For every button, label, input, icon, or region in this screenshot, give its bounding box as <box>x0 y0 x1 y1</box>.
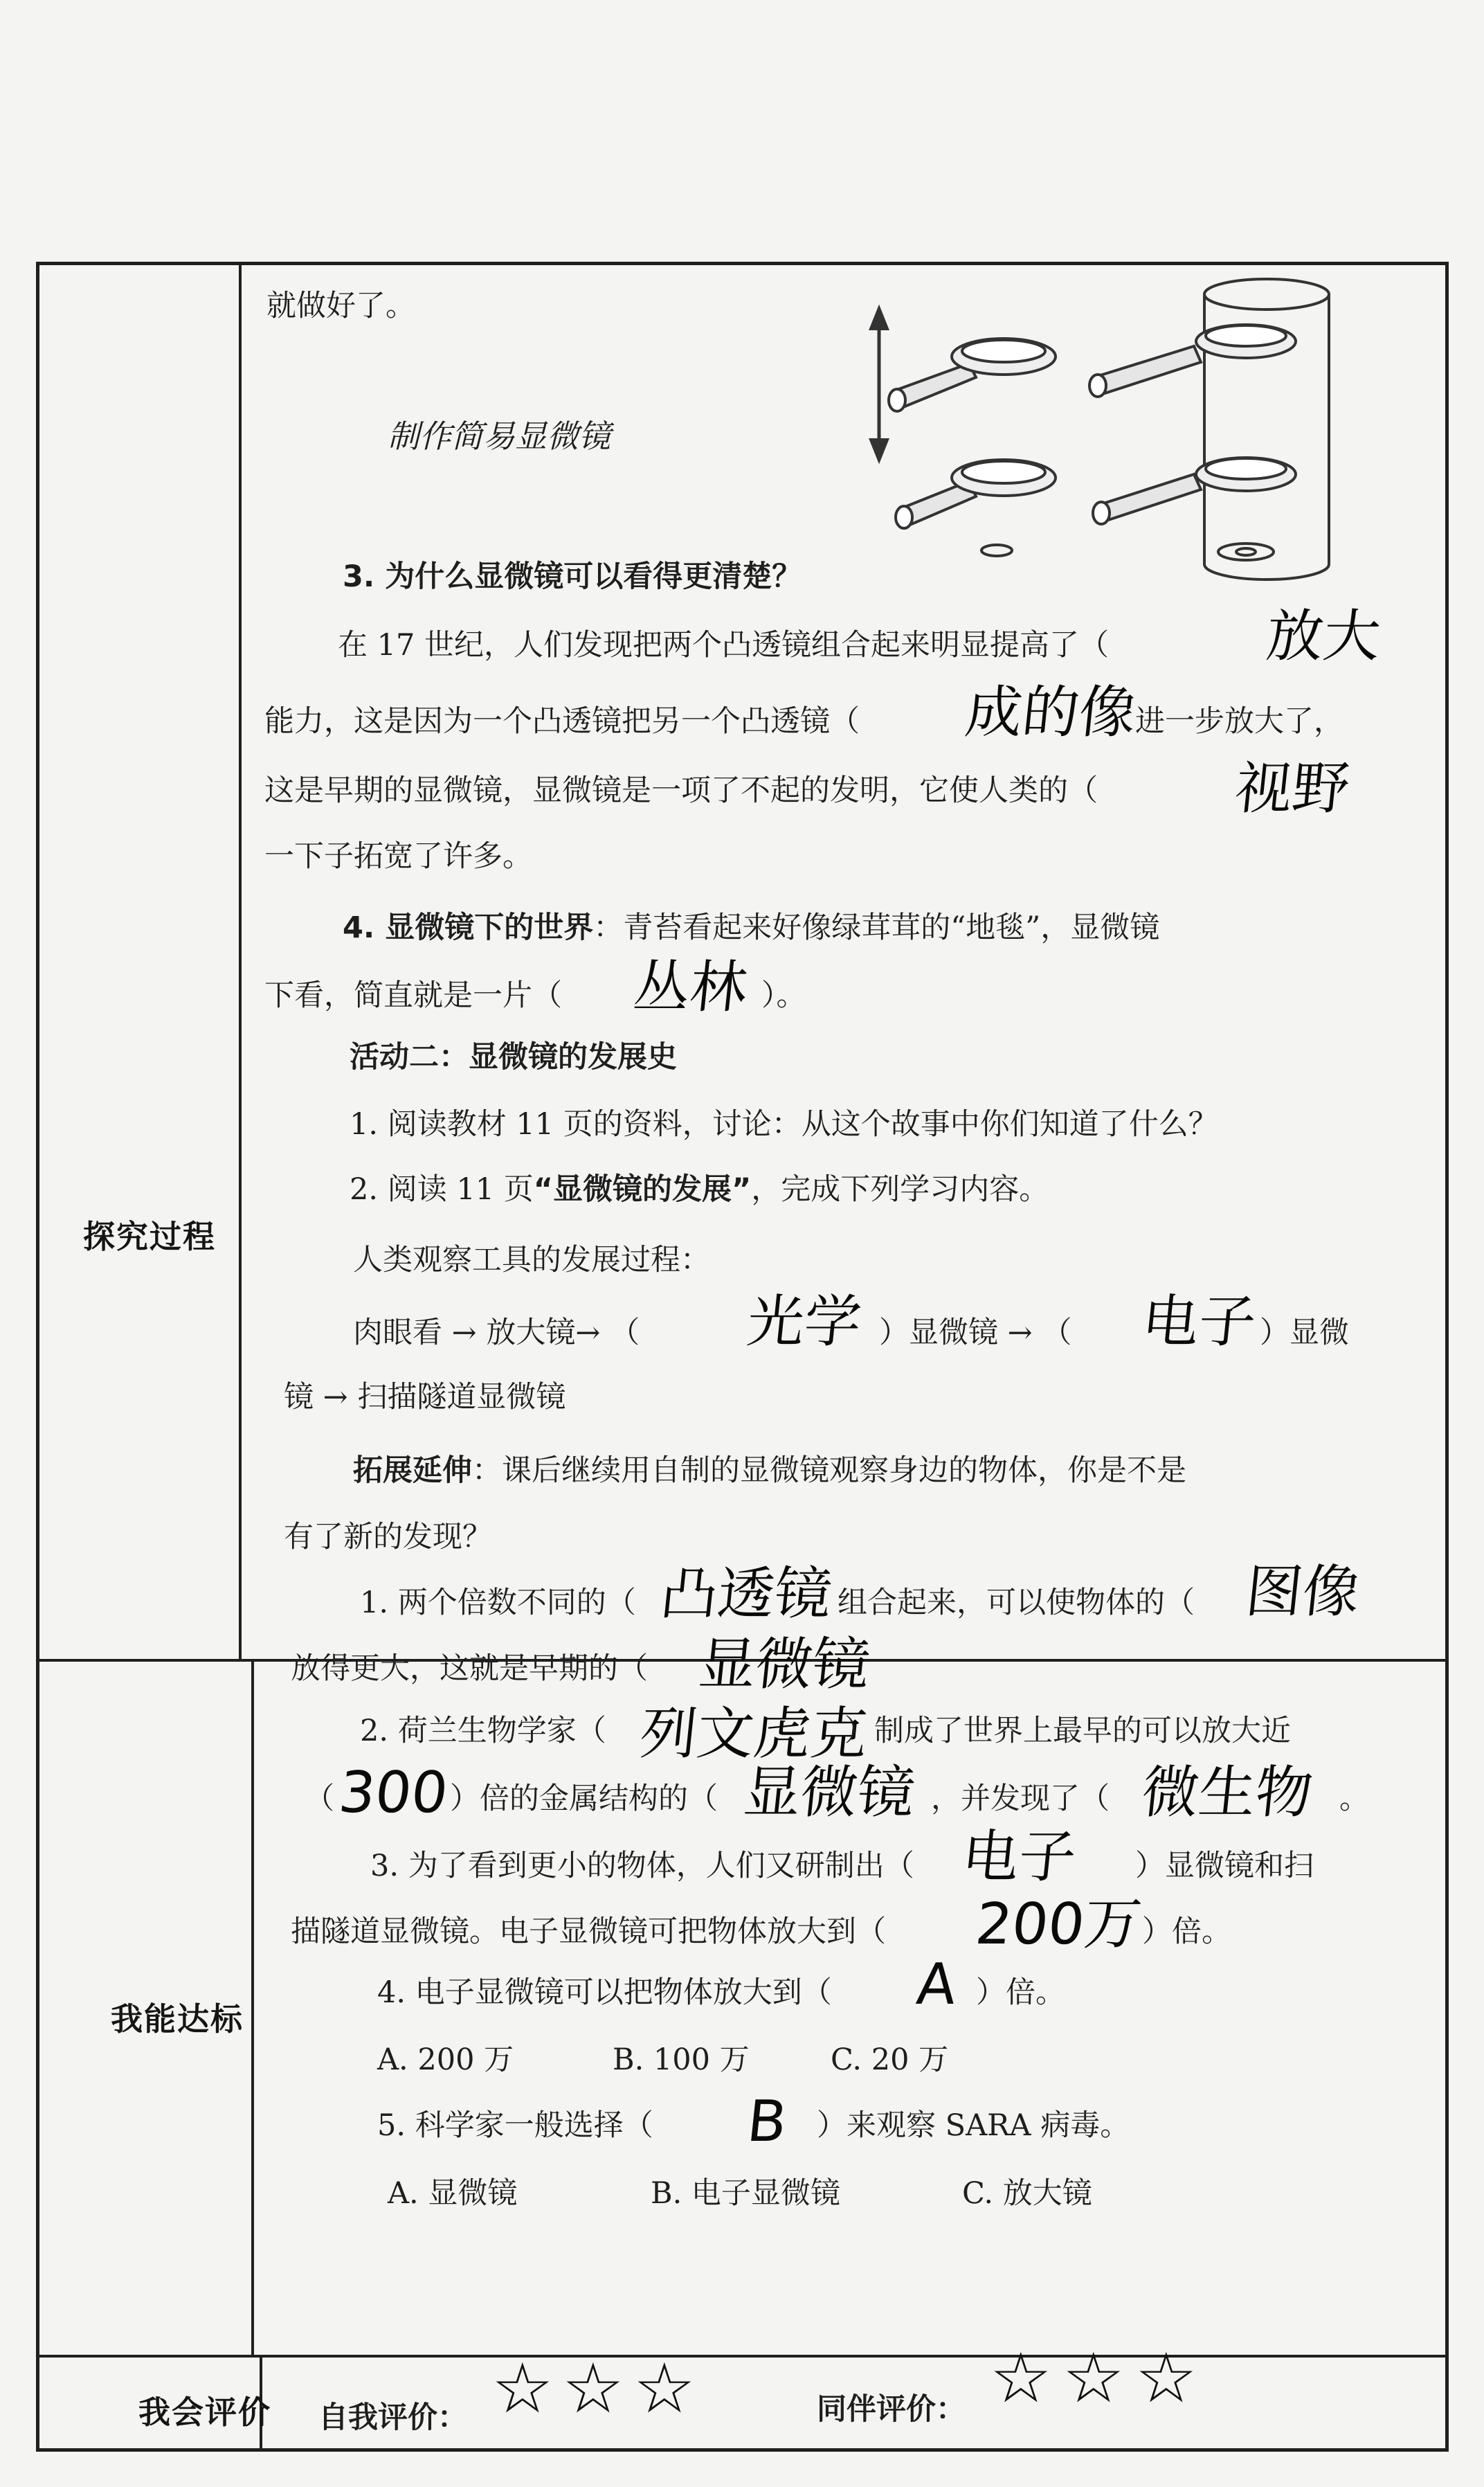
handwritten-guangxue: 光学 <box>744 1289 865 1355</box>
s5-option-b: B. 电子显微镜 <box>651 2176 840 2211</box>
handwritten-answer-b: B <box>744 2089 790 2155</box>
handwritten-xianweijing-1: 显微镜 <box>696 1632 874 1698</box>
label-evaluation: 我会评价 <box>138 2394 271 2431</box>
label-column-divider-top <box>239 263 242 1662</box>
s3-line-a: 3. 为了看到更小的物体，人们又研制出（ <box>370 1849 914 1883</box>
tools-line-2: 镜 → 扫描隧道显微镜 <box>284 1380 566 1415</box>
table-bottom-border <box>36 2448 1449 2452</box>
self-star-1[interactable]: ☆ <box>491 2348 554 2429</box>
q3-title: 3. 为什么显微镜可以看得更清楚？ <box>343 559 802 594</box>
label-explore-process: 探究过程 <box>83 1218 216 1255</box>
row-divider-2 <box>36 2355 1449 2358</box>
s1-line-b: 放得更大，这就是早期的（ <box>291 1651 648 1686</box>
table-left-border <box>36 263 39 2451</box>
handwritten-answer-a: A <box>914 1952 960 2018</box>
s2-line-b: （ <box>305 1781 334 1816</box>
q4-text: ：青苔看起来好像绿茸茸的“地毯”，显微镜 <box>593 910 1160 945</box>
tools-line-1-mid: ）显微镜 → （ <box>879 1316 1072 1350</box>
extension-text: ：课后继续用自制的显微镜观察身边的物体，你是不是 <box>472 1453 1186 1488</box>
s1-line-a-mid: 组合起来，可以使物体的（ <box>838 1586 1195 1620</box>
handwritten-xianweijing-2: 显微镜 <box>741 1760 919 1826</box>
s5-option-c: C. 放大镜 <box>962 2176 1092 2211</box>
table-top-border <box>36 262 1449 265</box>
table-right-border <box>1445 264 1449 2451</box>
q4-line-a <box>343 907 1159 949</box>
s4-question-end: ）倍。 <box>976 1975 1065 2010</box>
tools-line-1-end: ）显微 <box>1260 1316 1349 1350</box>
label-meet-standard: 我能达标 <box>111 2000 244 2038</box>
self-star-2[interactable]: ☆ <box>562 2348 624 2429</box>
line-done: 就做好了。 <box>266 289 415 323</box>
q4-heading: 4. 显微镜下的世界 <box>343 910 594 945</box>
s2-line-a-end: ）制成了世界上最早的可以放大近 <box>844 1714 1291 1748</box>
label-column-divider-mid <box>251 1660 254 2356</box>
s5-question: 5. 科学家一般选择（ <box>377 2108 653 2143</box>
s5-question-end: ）来观察 SARA 病毒。 <box>817 2108 1130 2143</box>
p1-line-d: 一下子拓宽了许多。 <box>264 839 532 874</box>
p1-line-a: 在 17 世纪，人们发现把两个凸透镜组合起来明显提高了（ <box>338 628 1110 663</box>
s1-line-a: 1. 两个倍数不同的（ <box>360 1586 636 1620</box>
extension-line-a <box>353 1450 1186 1491</box>
q4-line-b: 下看，简直就是一片（ <box>264 978 562 1013</box>
handwritten-dianzi-2: 电子 <box>959 1824 1080 1890</box>
handwritten-chengdexiang: 成的像 <box>962 680 1140 746</box>
extension-heading: 拓展延伸 <box>353 1453 472 1488</box>
self-star-3[interactable]: ☆ <box>633 2348 696 2429</box>
s3-line-a-end: ）显微镜和扫 <box>1135 1849 1314 1883</box>
activity-item-2-pre: 2. 阅读 11 页 <box>350 1172 534 1207</box>
p1-line-b-end: 进一步放大了， <box>1135 704 1343 739</box>
p1-line-b: 能力，这是因为一个凸透镜把另一个凸透镜（ <box>264 704 860 739</box>
handwritten-shiye: 视野 <box>1232 756 1353 822</box>
s3-line-b-end: ）倍。 <box>1142 1914 1231 1949</box>
s4-option-b: B. 100 万 <box>613 2042 750 2077</box>
handwritten-weishengwu: 微生物 <box>1139 1760 1316 1826</box>
peer-evaluation-label: 同伴评价： <box>817 2392 966 2427</box>
peer-star-3[interactable]: ☆ <box>1135 2337 1197 2418</box>
s2-line-b-mid2: ，并发现了（ <box>931 1781 1110 1816</box>
s4-option-a: A. 200 万 <box>377 2042 514 2077</box>
activity-item-2-post: ，完成下列学习内容。 <box>751 1172 1049 1207</box>
activity-item-1: 1. 阅读教材 11 页的资料，讨论：从这个故事中你们知道了什么？ <box>350 1107 1218 1142</box>
activity-two-title: 活动二：显微镜的发展史 <box>350 1040 677 1075</box>
s2-line-b-end: 。 <box>1339 1781 1369 1816</box>
tools-title: 人类观察工具的发展过程： <box>353 1243 710 1277</box>
q4-line-b-end: ）。 <box>761 978 806 1013</box>
peer-star-2[interactable]: ☆ <box>1062 2337 1125 2418</box>
s4-question: 4. 电子显微镜可以把物体放大到（ <box>377 1975 832 2010</box>
s2-line-b-mid: ）倍的金属结构的（ <box>450 1781 718 1816</box>
peer-star-1[interactable]: ☆ <box>990 2337 1052 2418</box>
handwritten-300: 300 <box>336 1760 451 1826</box>
handwritten-conglin: 丛林 <box>630 955 751 1021</box>
microscope-figure <box>851 273 1350 606</box>
figure-caption: 制作简易显微镜 <box>388 418 610 455</box>
tools-line-1: 肉眼看 → 放大镜→ （ <box>353 1316 640 1350</box>
s4-option-c: C. 20 万 <box>831 2042 949 2077</box>
activity-item-2-bold: “显微镜的发展” <box>533 1172 752 1207</box>
self-evaluation-label: 自我评价： <box>318 2400 467 2435</box>
extension-line-b: 有了新的发现？ <box>284 1520 492 1554</box>
s2-line-a: 2. 荷兰生物学家（ <box>360 1714 606 1748</box>
s5-option-a: A. 显微镜 <box>388 2176 518 2211</box>
handwritten-200wan: 200万 <box>972 1892 1145 1957</box>
handwritten-fangda: 放大 <box>1263 604 1384 670</box>
handwritten-liewenhuke: 列文虎克 <box>637 1701 871 1767</box>
p1-line-c: 这是早期的显微镜，显微镜是一项了不起的发明，它使人类的（ <box>264 773 1098 808</box>
handwritten-tuxiang: 图像 <box>1242 1559 1364 1625</box>
handwritten-dianzi-1: 电子 <box>1139 1289 1260 1355</box>
activity-item-2 <box>350 1169 1049 1210</box>
s3-line-b: 描隧道显微镜。电子显微镜可把物体放大到（ <box>291 1914 886 1949</box>
handwritten-tutoujing: 凸透镜 <box>658 1561 835 1627</box>
